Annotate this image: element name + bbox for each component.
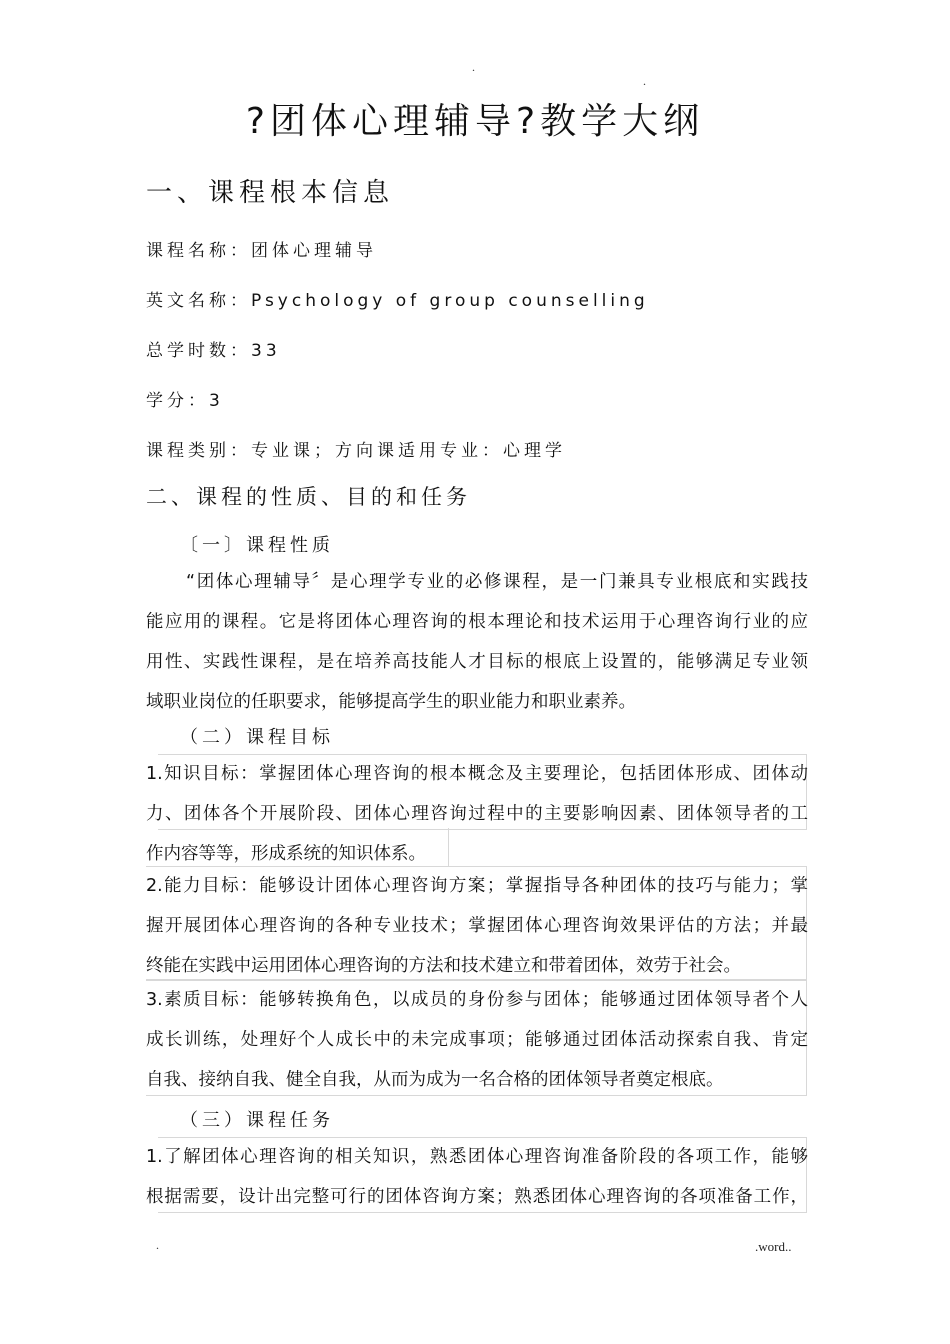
- goal-ability: [146, 866, 808, 986]
- section-heading-basic-info: 一、课程根本信息: [146, 178, 395, 208]
- paragraph-line: 力、团体各个开展阶段、团体心理咨询过程中的主要影响因素、团体领导者的工: [146, 804, 808, 824]
- field-english-name: 英文名称：Psychology of group counselling: [146, 291, 649, 311]
- field-course-category: 课程类别：专业课；方向课适用专业：心理学: [146, 441, 566, 461]
- paragraph-line: 作内容等等，形成系统的知识体系。: [146, 844, 426, 864]
- document-title: ?团体心理辅导?教学大纲: [245, 101, 705, 142]
- paragraph-line: “团体心理辅导〞是心理学专业的必修课程，是一门兼具专业根底和实践技: [186, 572, 808, 592]
- task-1: [146, 1137, 808, 1217]
- footer-mark: .: [156, 1238, 159, 1252]
- paragraph-line: 域职业岗位的任职要求，能够提高学生的职业能力和职业素养。: [146, 692, 636, 712]
- subheading-goals: （二）课程目标: [180, 727, 334, 748]
- paragraph-line: 1.知识目标：掌握团体心理咨询的根本概念及主要理论，包括团体形成、团体动: [146, 764, 808, 784]
- field-course-name: 课程名称：团体心理辅导: [146, 241, 377, 261]
- paragraph-line: 1.了解团体心理咨询的相关知识，熟悉团体心理咨询准备阶段的各项工作，能够: [146, 1147, 808, 1167]
- subheading-tasks: （三）课程任务: [180, 1110, 334, 1131]
- subheading-nature: 〔一〕课程性质: [180, 535, 334, 556]
- goal-quality: [146, 980, 808, 1100]
- field-credits: 学分：3: [146, 391, 224, 411]
- paragraph-line: 自我、接纳自我、健全自我，从而为成为一名合格的团体领导者奠定根底。: [146, 1070, 724, 1090]
- paragraph-line: 3.素质目标：能够转换角色，以成员的身份参与团体；能够通过团体领导者个人: [146, 990, 808, 1010]
- goal-knowledge: [146, 754, 808, 874]
- paragraph-line: 能应用的课程。它是将团体心理咨询的根本理论和技术运用于心理咨询行业的应: [146, 612, 808, 632]
- paragraph-line: 用性、实践性课程，是在培养高技能人才目标的根底上设置的，能够满足专业领: [146, 652, 808, 672]
- section-heading-nature: 二、课程的性质、目的和任务: [146, 485, 471, 509]
- paragraph-line: 根据需要，设计出完整可行的团体咨询方案；熟悉团体心理咨询的各项准备工作，: [146, 1187, 808, 1207]
- header-mark: .: [472, 60, 475, 74]
- paragraph-line: 终能在实践中运用团体心理咨询的方法和技术建立和带着团体，效劳于社会。: [146, 956, 741, 976]
- paragraph-nature: [146, 562, 808, 722]
- header-mark: .: [643, 74, 646, 88]
- paragraph-line: 握开展团体心理咨询的各种专业技术；掌握团体心理咨询效果评估的方法；并最: [146, 916, 808, 936]
- footer-label: .word..: [755, 1239, 792, 1254]
- paragraph-line: 成长训练，处理好个人成长中的未完成事项；能够通过团体活动探索自我、肯定: [146, 1030, 808, 1050]
- field-total-hours: 总学时数：33: [146, 341, 281, 361]
- paragraph-line: 2.能力目标：能够设计团体心理咨询方案；掌握指导各种团体的技巧与能力；掌: [146, 876, 808, 896]
